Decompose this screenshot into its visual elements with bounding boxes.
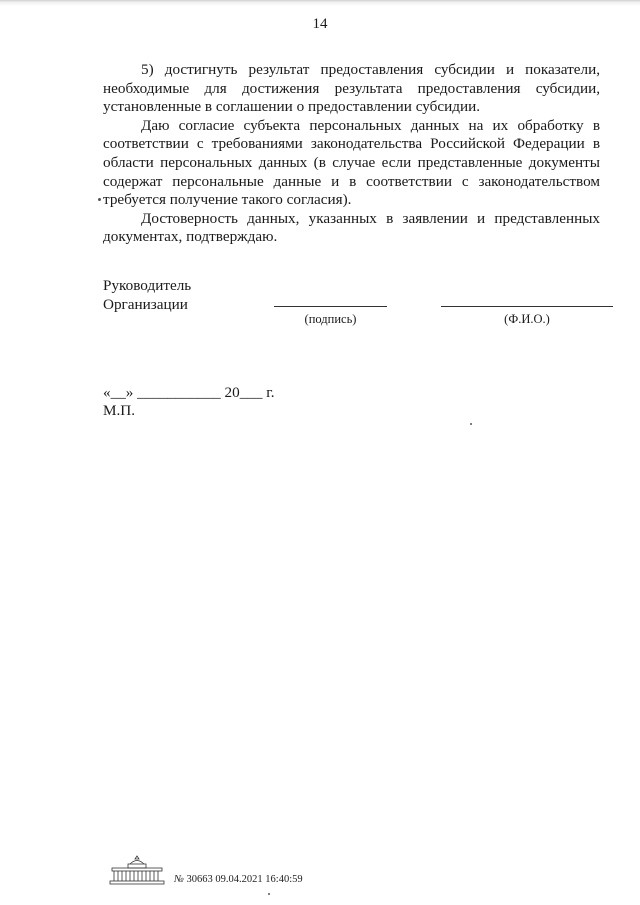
date-line: «__» ___________ 20___ г. bbox=[103, 384, 275, 401]
scan-speck bbox=[98, 198, 101, 201]
name-line bbox=[441, 306, 613, 307]
signer-role-line2: Организации bbox=[103, 295, 188, 313]
paragraph-confirmation: Достоверность данных, указанных в заявлении и представленных документах, подтверждаю. bbox=[103, 209, 600, 246]
registration-datetime: 09.04.2021 16:40:59 bbox=[215, 874, 303, 885]
name-caption: (Ф.И.О.) bbox=[504, 312, 550, 326]
signature-line bbox=[274, 306, 387, 307]
stamp-label: М.П. bbox=[103, 402, 136, 419]
signature-caption: (подпись) bbox=[304, 312, 357, 326]
scan-speck bbox=[470, 423, 472, 425]
scan-top-edge bbox=[0, 0, 640, 10]
registration-footer bbox=[108, 854, 408, 894]
registration-number: 30663 bbox=[186, 874, 213, 885]
signer-role-line1: Руководитель bbox=[103, 277, 192, 294]
registration-stamp bbox=[174, 874, 303, 885]
paragraph-consent: Даю согласие субъекта персональных данных на их обработку в соответствии с требованиями законодательства Российской Федерации в области персональных данных (в случае если представленные документы содержат персональные данные и в соответствии с законодательством требуется получение такого согласия). bbox=[103, 116, 600, 209]
government-building-icon bbox=[108, 854, 166, 886]
paragraph-result: 5) достигнуть результат предоставления субсидии и показатели, необходимые для достижения результата предоставления субсидии, установленные в соглашении о предоставлении субсидии. bbox=[103, 61, 600, 116]
body-text bbox=[103, 61, 600, 247]
number-sign: № bbox=[174, 874, 184, 885]
page-number: 14 bbox=[312, 16, 328, 32]
signer-role bbox=[103, 277, 191, 314]
